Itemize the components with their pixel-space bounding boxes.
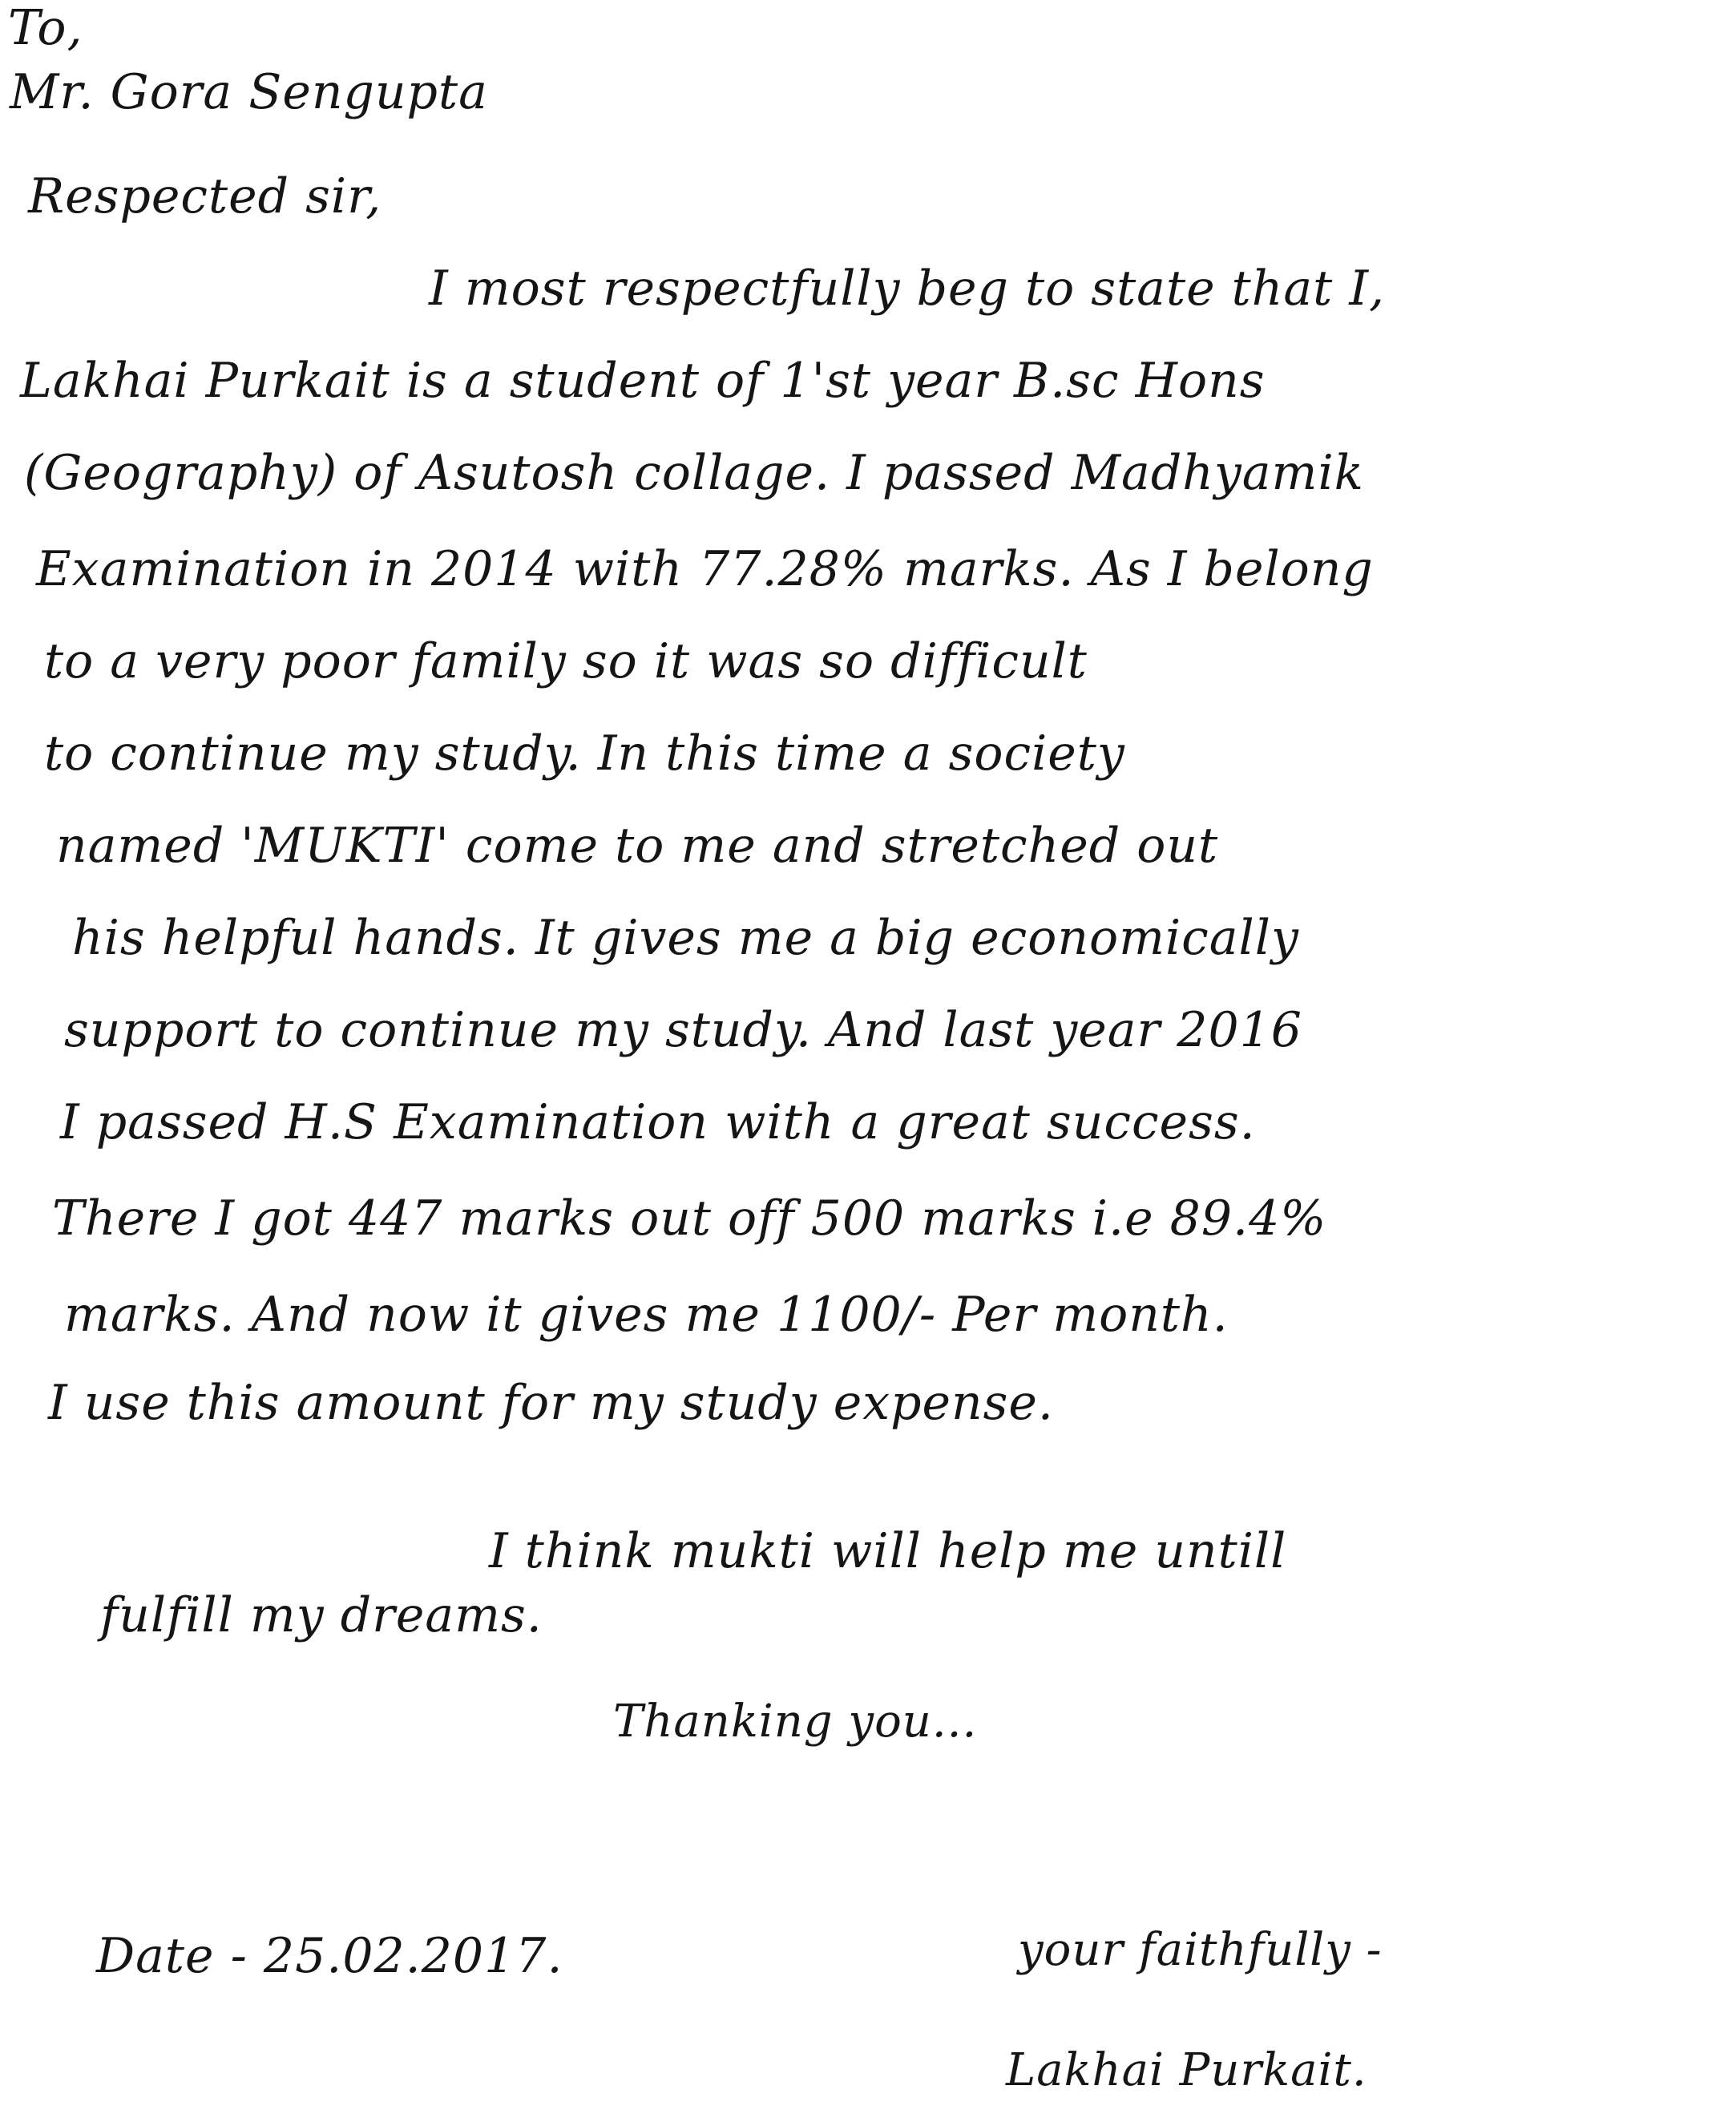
recipient-name: Mr. Gora Sengupta <box>10 64 488 120</box>
body-line: I passed H.S Examination with a great success. <box>60 1094 1256 1150</box>
signature: Lakhai Purkait. <box>1006 2044 1367 2096</box>
body-line: (Geography) of Asutosh collage. I passed Madhyamik <box>24 445 1364 501</box>
body-line: Lakhai Purkait is a student of 1'st year B.sc Hons <box>20 353 1266 409</box>
body-line: marks. And now it gives me 1100/- Per month. <box>64 1287 1229 1343</box>
body-line: to continue my study. In this time a society <box>44 726 1125 782</box>
body-line: to a very poor family so it was so difficult <box>44 633 1088 689</box>
signoff: your faithfully - <box>1018 1924 1383 1976</box>
body-line: named 'MUKTI' come to me and stretched out <box>56 818 1219 874</box>
body-line: I think mukti will help me untill <box>489 1523 1287 1579</box>
to-line: To, <box>8 0 83 56</box>
salutation: Respected sir, <box>28 168 382 224</box>
body-line: his helpful hands. It gives me a big economically <box>72 910 1299 966</box>
body-line: Examination in 2014 with 77.28% marks. As I belong <box>36 541 1374 597</box>
closing: Thanking you... <box>613 1696 978 1748</box>
body-line: fulfill my dreams. <box>100 1587 543 1643</box>
body-line: I most respectfully beg to state that I, <box>429 261 1386 317</box>
body-line: I use this amount for my study expense. <box>48 1375 1054 1431</box>
body-line: There I got 447 marks out off 500 marks i.e 89.4% <box>52 1190 1327 1247</box>
body-line: support to continue my study. And last year 2016 <box>64 1002 1302 1058</box>
date: Date - 25.02.2017. <box>96 1928 563 1984</box>
